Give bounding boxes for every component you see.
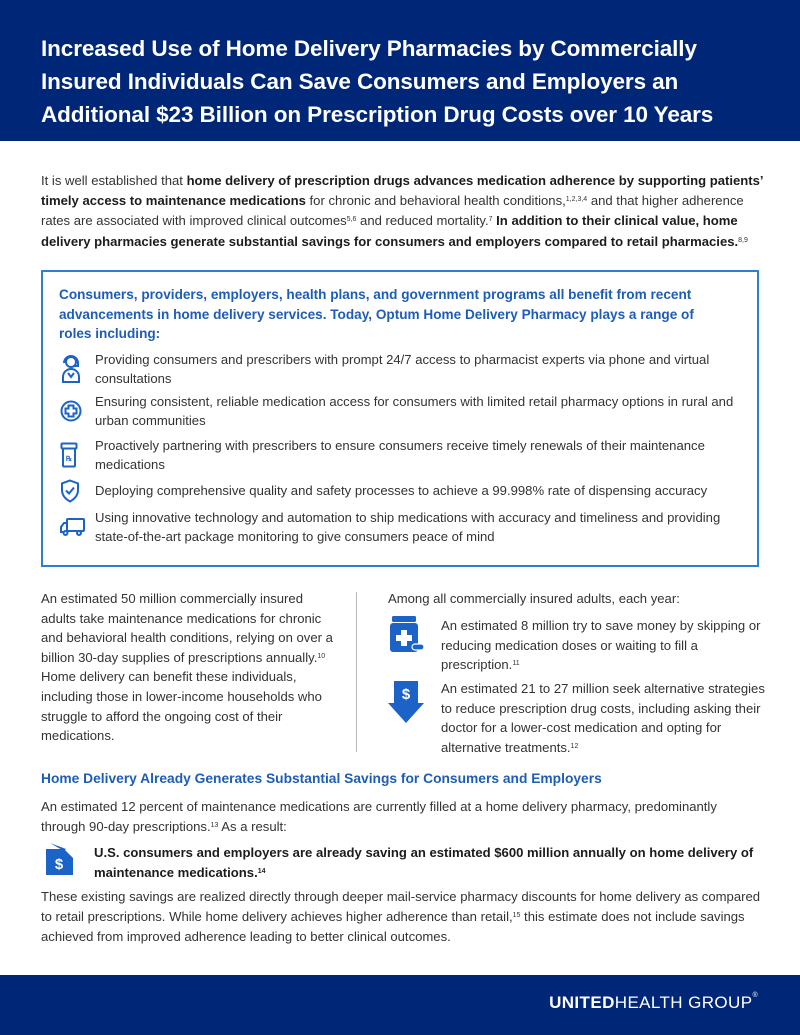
footnote-ref: 10 (317, 652, 326, 660)
left-column-paragraph (41, 589, 336, 746)
role-text: Providing consumers and prescribers with prompt 24/7 access to pharmacist experts via phone and virtual consultations (95, 351, 710, 386)
savings-closing-paragraph (41, 887, 763, 947)
stat-item (388, 614, 768, 675)
footer-banner (0, 975, 800, 1035)
medicine-bottle-icon (388, 614, 441, 675)
highlight-text (94, 841, 763, 883)
dollar-down-arrow-icon (388, 679, 441, 757)
stat-text-body: An estimated 8 million try to save money by skipping or reducing medication doses or waiting to fill a prescription. (441, 618, 761, 673)
footnote-ref: 8,9 (738, 236, 748, 244)
closing-text: These existing savings are realized directly through deeper mail-service pharmacy discounts for home delivery as compared to retail prescriptions. While home delivery achieves higher adherence than retail, (41, 889, 761, 924)
highlight-text-body: U.S. consumers and employers are already saving an estimated $600 million annually on home delivery of maintenance medications. (94, 845, 754, 880)
svg-text:℞: ℞ (65, 455, 73, 463)
footnote-ref: 7 (488, 216, 493, 224)
stat-item (388, 679, 768, 757)
stat-text (441, 679, 768, 757)
stat-text-body: An estimated 21 to 27 million seek alternative strategies to reduce prescription drug costs, including asking their doctor for a lower-cost medication and opting for alternative treatments. (441, 681, 765, 755)
delivery-truck-icon (59, 508, 95, 546)
footnote-ref: 11 (512, 660, 520, 668)
unitedhealth-group-logo (549, 993, 758, 1013)
footnote-ref: 13 (210, 822, 219, 829)
header-banner (0, 0, 800, 141)
intro-text: and that higher adherence rates are associated with improved clinical outcomes (41, 193, 744, 229)
svg-text:$: $ (401, 686, 411, 703)
left-column-text: Home delivery can benefit these individuals, including those in lower-income households who struggle to afford the ongoing cost of their medications. (41, 669, 322, 744)
svg-text:$: $ (54, 856, 64, 873)
role-item (59, 350, 741, 388)
closing-text: this estimate does not include savings achieved from improved adherence leading to better clinical outcomes. (41, 909, 745, 944)
role-text: Ensuring consistent, reliable medication access for consumers with limited retail pharmacy options in rural and urban communities (95, 393, 734, 428)
footnote-ref: 15 (512, 912, 521, 919)
role-text: Deploying comprehensive quality and safety processes to achieve a 99.998% rate of dispensing accuracy (95, 482, 708, 498)
savings-text: As a result: (218, 819, 287, 834)
intro-text: and reduced mortality. (356, 213, 489, 229)
role-text: Proactively partnering with prescribers to ensure consumers receive timely renewals of their maintenance medications (95, 437, 705, 472)
prescription-bottle-icon (59, 436, 95, 474)
footnote-ref: 12 (570, 742, 579, 750)
intro-bold-text: home delivery of prescription drugs advances medication adherence by supporting patients’ timely access to maintenance medications (41, 173, 763, 209)
role-item (59, 392, 741, 430)
pharmacist-headset-icon (59, 350, 95, 388)
footnote-ref: 1,2,3,4 (565, 196, 588, 204)
left-column-text: An estimated 50 million commercially insured adults take maintenance medications for chronic and behavioral health conditions, relying on over a billion 30-day supplies of prescriptions annually. (41, 591, 333, 665)
dollar-tag-icon (41, 841, 94, 883)
stat-text (441, 614, 768, 675)
page-title: Increased Use of Home Delivery Pharmacies by Commercially Insured Individuals Can Save Consumers and Employers an Additional $23 Billion on Prescription Drug Costs over 10 Years (41, 36, 714, 127)
logo-trademark: ® (752, 992, 758, 999)
savings-text: An estimated 12 percent of maintenance medications are currently filled at a home delivery pharmacy, predominantly through 90-day prescriptions. (41, 799, 717, 834)
savings-section-title: Home Delivery Already Generates Substantial Savings for Consumers and Employers (41, 771, 602, 786)
role-text: Using innovative technology and automation to ship medications with accuracy and timeliness and providing state-of-the-art package monitoring to give consumers peace of mind (95, 509, 721, 544)
footnote-ref: 5,6 (346, 216, 357, 224)
role-item (59, 478, 741, 504)
intro-bold-text: In addition to their clinical value, home delivery pharmacies generate substantial savings for consumers and employers compared to retail pharmacies. (41, 213, 739, 249)
footnote-ref: 14 (257, 868, 266, 875)
roles-callout-box (41, 270, 759, 567)
intro-text: It is well established that (41, 173, 187, 188)
right-column-heading: Among all commercially insured adults, each year: (388, 591, 680, 606)
intro-paragraph (41, 171, 763, 252)
column-divider (356, 592, 357, 752)
role-item (59, 508, 741, 546)
logo-bold-text: UNITED (549, 993, 615, 1012)
intro-text: for chronic and behavioral health conditions, (305, 193, 566, 209)
shield-check-icon (59, 478, 95, 504)
medical-cross-icon (59, 392, 95, 430)
savings-highlight (41, 841, 763, 883)
logo-light-text: HEALTH GROUP (614, 993, 753, 1012)
callout-title: Consumers, providers, employers, health plans, and government programs all benefit from recent advancements in home delivery services. Today, Optum Home Delivery Pharmacy plays a range of roles including: (59, 287, 694, 341)
savings-paragraph (41, 797, 763, 837)
role-item (59, 436, 741, 474)
